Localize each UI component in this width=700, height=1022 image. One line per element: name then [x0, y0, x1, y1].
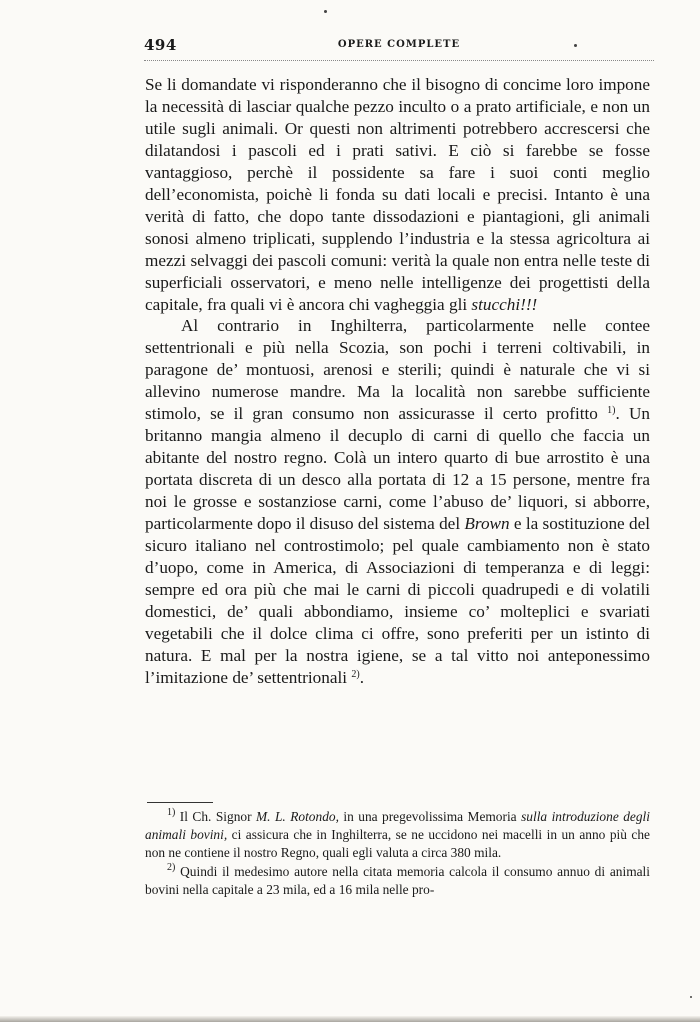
paragraph-1-text: Se li domandate vi risponderanno che il bisogno di concime loro impone la necessità di lasciar qualche pezzo inculto o a prato artificiale, e non un utile sugli animali. Or questi non altrimenti potrebbero accrescersi che dilatandosi i pascoli ed i prati sativi. E ciò si farebbe se fosse vantaggioso, perchè il possidente sa fare i suoi conti meglio dell’economista, poichè li fonda su dati locali e precisi. Intanto è una verità di fatto, che dopo tante dissodazioni e piantagioni, gli animali sonosi almeno triplicati, supplendo l’industria e la stessa agricoltura ai mezzi selvaggi dei pascoli comuni: verità la quale non entra nelle teste di superficiali osservatori, e meno nelle intelligenze dei progettisti della capitale, fra quali vi è ancora chi vagheggia gli — [145, 75, 650, 314]
page-header — [144, 36, 654, 58]
running-head: OPERE COMPLETE — [337, 39, 461, 50]
footnote-1-marker: 1) — [167, 807, 176, 818]
footnote-rule — [147, 802, 213, 803]
footnote-2-text: Quindi il medesimo autore nella citata memoria calcola il consumo annuo di animali bovini nella capitale a 23 mila, ed a 16 mila nelle pro- — [145, 863, 650, 897]
footnote-1 — [145, 808, 650, 863]
footnote-1-text-b: in una pregevolissima Memoria — [338, 809, 522, 824]
footnote-1-text-c: ci assicura che in Inghilterra, se ne uccidono nei macelli in un anno più che non ne contiene il nostro Regno, quali egli valuta a circa 380 mila. — [145, 827, 650, 861]
footnote-1-author: M. L. Rotondo, — [256, 809, 339, 824]
body-text — [145, 74, 650, 689]
footnote-ref-1: 1) — [607, 405, 616, 417]
footnote-2-marker: 2) — [167, 861, 176, 873]
paragraph-2-text-a: Al contrario in Inghilterra, particolarmente nelle contee settentrionali e più nella Scozia, son pochi i terreni coltivabili, in paragone de’ montuosi, arenosi e sterili; quindi è naturale che vi si allevino numerose mandre. Ma la località non sarebbe sufficiente stimolo, se il gran consumo non assicurasse il certo profitto — [145, 316, 650, 424]
paragraph-2 — [145, 315, 650, 688]
paragraph-2-text-d: . — [359, 667, 364, 687]
page-number: 494 — [144, 36, 177, 54]
scan-speck — [324, 10, 327, 13]
header-rule — [144, 60, 654, 61]
paragraph-1 — [145, 74, 650, 315]
footnote-1-title: sulla introduzione degli animali bovini, — [145, 809, 650, 843]
paragraph-2-text-c: e la sostituzione del sicuro italiano nel controstimolo; pel quale cambiamento non è stato d’uopo, come in America, di Associazioni di temperanza e di leggi: sempre ed ora più che mai le carni di piccoli quadrupedi e di volatili domestici, de’ quali abbondiamo, insieme co’ molteplici e svariati vegetabili che il dolce clima ci offre, sono preferiti per un istinto di natura. E mal per la nostra igiene, se a tal vitto noi anteponessimo l’imitazione de’ settentrionali — [145, 514, 650, 687]
scan-edge — [0, 1016, 700, 1022]
footnote-2 — [145, 863, 650, 899]
paragraph-1-emphasis: stucchi!!! — [471, 294, 538, 314]
footnote-1-text-a: Il Ch. Signor — [175, 809, 257, 824]
paragraph-2-text-b: . Un britanno mangia almeno il decuplo di carni di quello che faccia un abitante del nostro regno. Colà un intero quarto di bue arrostito è una portata discreta di un desco alla portata di 12 a 15 persone, mentre fra noi le grosse e sostanziose carni, come l’abuso de’ liquori, si abborre, particolarmente dopo il disuso del sistema del — [145, 404, 650, 534]
footnotes — [145, 808, 650, 899]
paragraph-2-brown: Brown — [464, 514, 510, 534]
scan-speck — [690, 996, 692, 998]
footnote-ref-2: 2) — [351, 668, 360, 680]
scan-speck — [574, 44, 577, 47]
